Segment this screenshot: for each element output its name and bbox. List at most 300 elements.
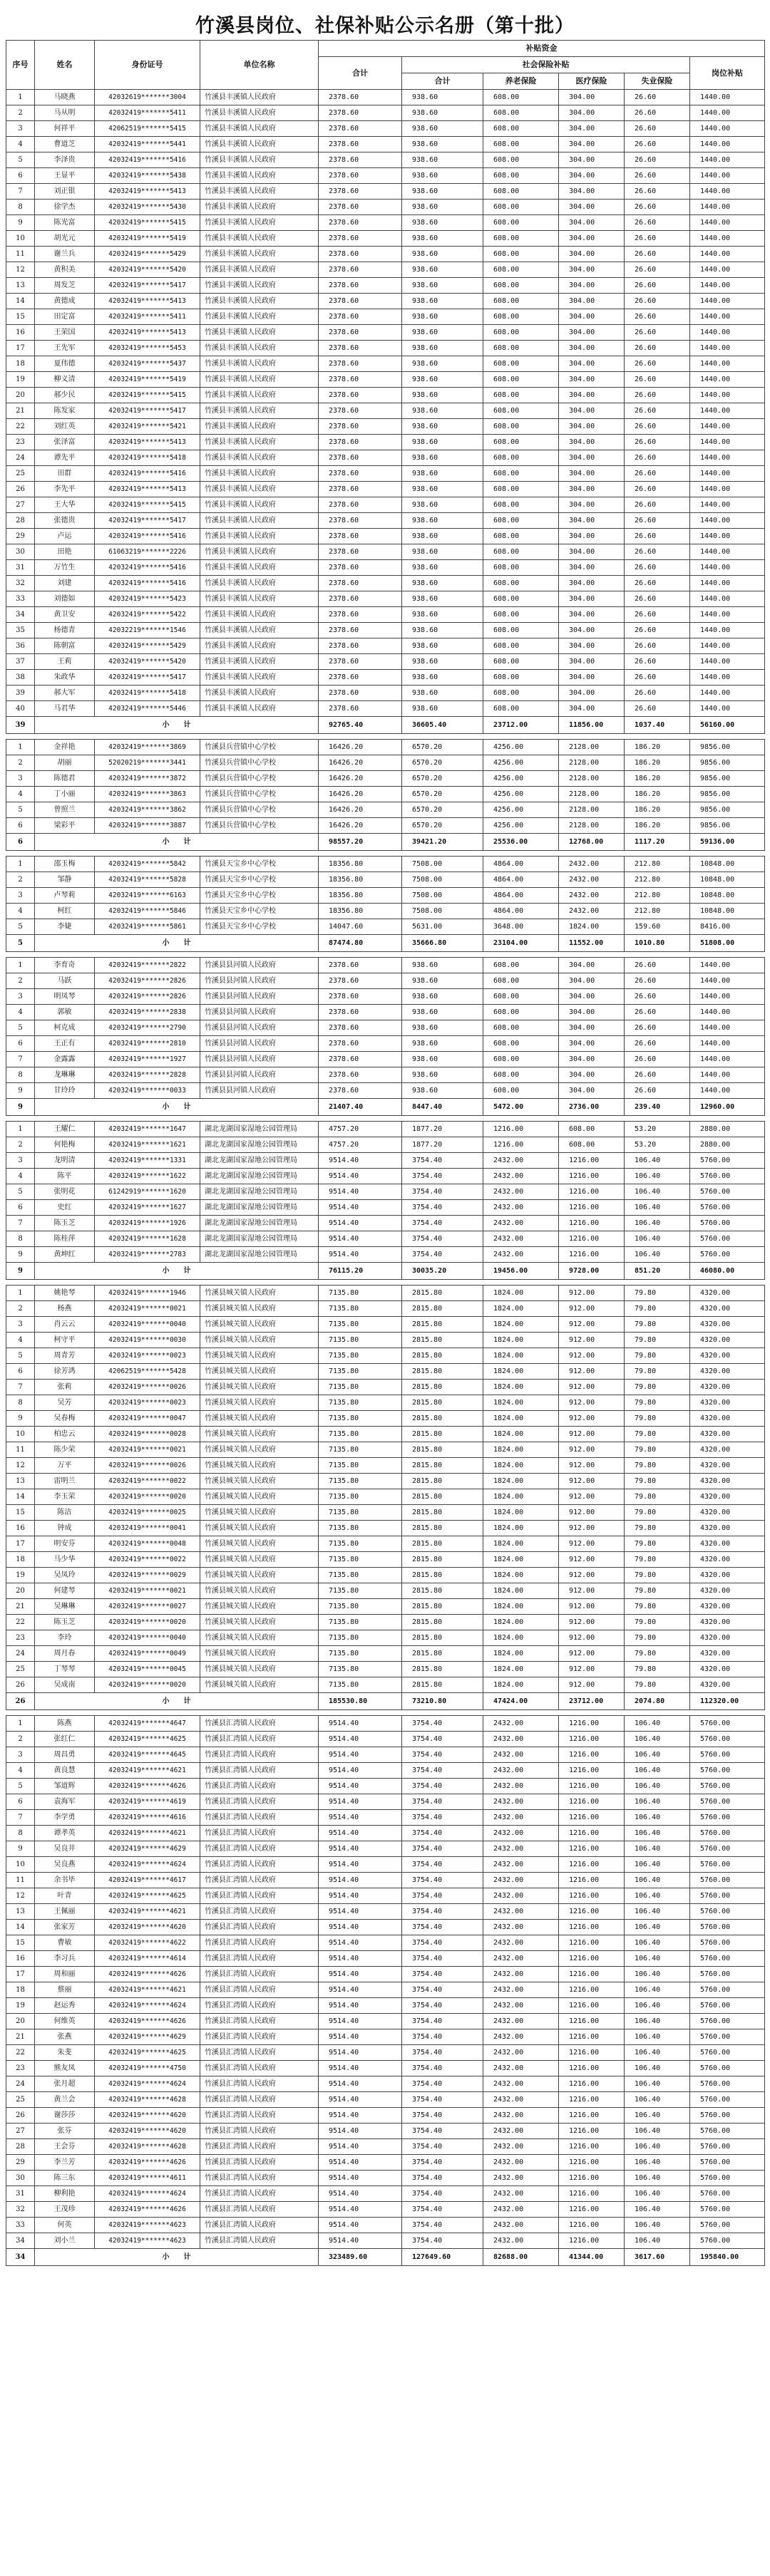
row-post: 4320.00 [690, 1395, 765, 1411]
row-total: 2378.60 [319, 325, 402, 341]
row-unit: 竹溪县汇湾镇人民政府 [200, 2218, 319, 2233]
table-row [6, 278, 765, 294]
row-social-total: 2815.80 [402, 1364, 483, 1380]
row-post: 1440.00 [690, 278, 765, 294]
subsidy-table [6, 40, 765, 2266]
row-unit: 竹溪县汇湾镇人民政府 [200, 1716, 319, 1732]
row-pension: 608.00 [483, 90, 559, 105]
row-unemployment: 106.40 [625, 1794, 690, 1810]
row-pension: 1824.00 [483, 1333, 559, 1348]
row-social-total: 3754.40 [402, 1716, 483, 1732]
row-unit: 竹溪县汇湾镇人民政府 [200, 2029, 319, 2045]
row-pension: 4864.00 [483, 872, 559, 888]
table-row [6, 740, 765, 755]
subtotal-post: 59136.00 [690, 834, 765, 851]
table-row [6, 1247, 765, 1263]
row-total: 7135.80 [319, 1286, 402, 1301]
table-row [6, 90, 765, 105]
row-seq: 13 [6, 278, 35, 294]
subtotal-row [6, 717, 765, 734]
row-social-total: 938.60 [402, 435, 483, 450]
row-total: 9514.40 [319, 1810, 402, 1826]
row-social-total: 3754.40 [402, 1920, 483, 1935]
row-unit: 竹溪县兵营镇中心学校 [200, 740, 319, 755]
row-unemployment: 212.80 [625, 904, 690, 919]
row-social-total: 3754.40 [402, 1810, 483, 1826]
row-seq: 9 [6, 1083, 35, 1099]
row-social-total: 3754.40 [402, 1794, 483, 1810]
row-social-total: 938.60 [402, 200, 483, 215]
row-social-total: 938.60 [402, 958, 483, 973]
row-total: 2378.60 [319, 341, 402, 356]
table-row [6, 818, 765, 834]
row-unemployment: 106.40 [625, 1873, 690, 1888]
row-social-total: 938.60 [402, 294, 483, 309]
row-pension: 1824.00 [483, 1286, 559, 1301]
row-name: 谭孝英 [35, 1826, 95, 1841]
row-name: 刘正银 [35, 184, 95, 200]
row-name: 王正有 [35, 1036, 95, 1052]
row-medical: 304.00 [559, 1067, 625, 1083]
row-post: 1440.00 [690, 701, 765, 717]
table-row [6, 1998, 765, 2014]
row-id: 42032419*******5846 [95, 904, 200, 919]
row-id: 42032419*******4624 [95, 2186, 200, 2202]
row-name: 田艳 [35, 544, 95, 560]
row-seq: 4 [6, 1333, 35, 1348]
row-pension: 608.00 [483, 1020, 559, 1036]
row-id: 42032419*******4625 [95, 1888, 200, 1904]
table-row [6, 1231, 765, 1247]
row-id: 42032419*******4620 [95, 2108, 200, 2124]
row-seq: 29 [6, 2155, 35, 2171]
row-unemployment: 106.40 [625, 1935, 690, 1951]
row-social-total: 938.60 [402, 670, 483, 686]
row-name: 邹静 [35, 872, 95, 888]
row-id: 42032419*******0020 [95, 1489, 200, 1505]
row-unit: 竹溪县县河镇人民政府 [200, 1083, 319, 1099]
group-separator [6, 952, 765, 958]
row-post: 1440.00 [690, 607, 765, 623]
row-total: 7135.80 [319, 1427, 402, 1442]
row-seq: 13 [6, 1474, 35, 1489]
row-post: 5760.00 [690, 1732, 765, 1747]
row-post: 1440.00 [690, 973, 765, 989]
row-post: 5760.00 [690, 1184, 765, 1200]
row-total: 16426.20 [319, 802, 402, 818]
row-medical: 304.00 [559, 231, 625, 247]
row-seq: 30 [6, 2171, 35, 2186]
row-medical: 304.00 [559, 200, 625, 215]
row-unemployment: 79.80 [625, 1380, 690, 1395]
table-row [6, 1904, 765, 1920]
row-name: 王佩丽 [35, 1904, 95, 1920]
row-unemployment: 106.40 [625, 1247, 690, 1263]
row-name: 李学勇 [35, 1810, 95, 1826]
row-seq: 14 [6, 1920, 35, 1935]
row-social-total: 7508.00 [402, 857, 483, 872]
row-unit: 竹溪县丰溪镇人民政府 [200, 529, 319, 544]
row-unit: 竹溪县汇湾镇人民政府 [200, 1732, 319, 1747]
row-id: 42032419*******5423 [95, 591, 200, 607]
row-post: 9856.00 [690, 818, 765, 834]
row-unit: 竹溪县县河镇人民政府 [200, 1052, 319, 1067]
subtotal-medical: 9728.00 [559, 1263, 625, 1280]
row-post: 5760.00 [690, 1841, 765, 1857]
row-unemployment: 26.60 [625, 686, 690, 701]
row-unit: 竹溪县汇湾镇人民政府 [200, 2014, 319, 2029]
subtotal-pension: 25536.00 [483, 834, 559, 851]
row-seq: 1 [6, 857, 35, 872]
row-unit: 竹溪县城关镇人民政府 [200, 1505, 319, 1521]
row-total: 2378.60 [319, 262, 402, 278]
row-post: 4320.00 [690, 1599, 765, 1615]
row-unit: 竹溪县汇湾镇人民政府 [200, 1951, 319, 1967]
row-unemployment: 79.80 [625, 1286, 690, 1301]
row-unemployment: 26.60 [625, 1052, 690, 1067]
row-post: 5760.00 [690, 2124, 765, 2139]
row-name: 吴良燕 [35, 1857, 95, 1873]
row-social-total: 2815.80 [402, 1583, 483, 1599]
table-row [6, 1474, 765, 1489]
row-id: 42032419*******1647 [95, 1122, 200, 1137]
row-unemployment: 26.60 [625, 341, 690, 356]
row-social-total: 2815.80 [402, 1427, 483, 1442]
row-id: 42032419*******5418 [95, 686, 200, 701]
row-unemployment: 186.20 [625, 802, 690, 818]
row-total: 9514.40 [319, 1763, 402, 1779]
subtotal-total: 76115.20 [319, 1263, 402, 1280]
row-post: 1440.00 [690, 372, 765, 388]
row-medical: 304.00 [559, 247, 625, 262]
row-social-total: 7508.00 [402, 888, 483, 904]
row-seq: 16 [6, 325, 35, 341]
row-pension: 4864.00 [483, 888, 559, 904]
subtotal-unemployment: 2074.80 [625, 1693, 690, 1710]
table-row [6, 1732, 765, 1747]
row-pension: 2432.00 [483, 1716, 559, 1732]
table-row [6, 701, 765, 717]
row-name: 张明花 [35, 1184, 95, 1200]
row-social-total: 938.60 [402, 450, 483, 466]
row-total: 2378.60 [319, 105, 402, 121]
table-row [6, 1216, 765, 1231]
row-id: 42032419*******4624 [95, 1998, 200, 2014]
row-medical: 1216.00 [559, 1826, 625, 1841]
row-unit: 竹溪县汇湾镇人民政府 [200, 2061, 319, 2076]
row-unemployment: 106.40 [625, 1888, 690, 1904]
row-pension: 2432.00 [483, 1920, 559, 1935]
row-post: 1440.00 [690, 105, 765, 121]
row-name: 王耀仁 [35, 1122, 95, 1137]
row-post: 4320.00 [690, 1583, 765, 1599]
row-post: 1440.00 [690, 591, 765, 607]
row-name: 万竹生 [35, 560, 95, 576]
row-name: 黄积美 [35, 262, 95, 278]
row-name: 袁海军 [35, 1794, 95, 1810]
row-name: 王莉 [35, 654, 95, 670]
row-id: 42032419*******5418 [95, 450, 200, 466]
row-id: 42032419*******1331 [95, 1153, 200, 1169]
table-row [6, 2045, 765, 2061]
table-row [6, 2014, 765, 2029]
row-pension: 1216.00 [483, 1122, 559, 1137]
row-post: 1440.00 [690, 294, 765, 309]
row-medical: 912.00 [559, 1474, 625, 1489]
row-post: 5760.00 [690, 1779, 765, 1794]
table-row [6, 1779, 765, 1794]
row-unemployment: 79.80 [625, 1333, 690, 1348]
row-medical: 304.00 [559, 654, 625, 670]
row-seq: 1 [6, 1122, 35, 1137]
row-social-total: 7508.00 [402, 872, 483, 888]
row-name: 丁琴琴 [35, 1662, 95, 1677]
row-seq: 17 [6, 1536, 35, 1552]
row-medical: 304.00 [559, 90, 625, 105]
row-id: 42032419*******5429 [95, 638, 200, 654]
row-id: 42032419*******2822 [95, 958, 200, 973]
row-medical: 1216.00 [559, 1982, 625, 1998]
subtotal-post: 112320.00 [690, 1693, 765, 1710]
row-seq: 24 [6, 2076, 35, 2092]
row-unit: 竹溪县城关镇人民政府 [200, 1552, 319, 1568]
row-total: 9514.40 [319, 1747, 402, 1763]
header-total: 合计 [319, 57, 402, 90]
row-pension: 2432.00 [483, 2171, 559, 2186]
row-social-total: 3754.40 [402, 1998, 483, 2014]
table-row [6, 888, 765, 904]
row-unit: 竹溪县天宝乡中心学校 [200, 904, 319, 919]
row-total: 7135.80 [319, 1489, 402, 1505]
row-seq: 28 [6, 513, 35, 529]
row-medical: 1216.00 [559, 2045, 625, 2061]
row-social-total: 2815.80 [402, 1630, 483, 1646]
table-row [6, 1599, 765, 1615]
row-total: 2378.60 [319, 294, 402, 309]
table-row [6, 1005, 765, 1020]
row-total: 9514.40 [319, 2202, 402, 2218]
row-name: 张芬 [35, 2124, 95, 2139]
row-post: 5760.00 [690, 2233, 765, 2249]
row-unit: 竹溪县丰溪镇人民政府 [200, 168, 319, 184]
row-total: 7135.80 [319, 1583, 402, 1599]
subtotal-medical: 41344.00 [559, 2249, 625, 2266]
row-unemployment: 106.40 [625, 2171, 690, 2186]
row-post: 5760.00 [690, 2076, 765, 2092]
row-id: 42032419*******5413 [95, 435, 200, 450]
row-seq: 35 [6, 623, 35, 638]
row-id: 42032419*******5417 [95, 403, 200, 419]
table-row [6, 802, 765, 818]
subtotal-unemployment: 1010.80 [625, 935, 690, 952]
row-medical: 304.00 [559, 958, 625, 973]
row-id: 42032419*******5416 [95, 466, 200, 482]
row-seq: 14 [6, 294, 35, 309]
row-seq: 16 [6, 1521, 35, 1536]
row-medical: 608.00 [559, 1137, 625, 1153]
table-row [6, 1395, 765, 1411]
row-pension: 2432.00 [483, 1732, 559, 1747]
table-row [6, 1873, 765, 1888]
subtotal-count: 6 [6, 834, 35, 851]
row-total: 9514.40 [319, 2092, 402, 2108]
row-medical: 2128.00 [559, 755, 625, 771]
table-row [6, 560, 765, 576]
row-pension: 2432.00 [483, 1153, 559, 1169]
row-post: 9856.00 [690, 771, 765, 787]
table-row [6, 1364, 765, 1380]
row-social-total: 938.60 [402, 262, 483, 278]
subtotal-medical: 11856.00 [559, 717, 625, 734]
row-medical: 912.00 [559, 1677, 625, 1693]
row-unit: 竹溪县兵营镇中心学校 [200, 802, 319, 818]
row-name: 张燕 [35, 2029, 95, 2045]
row-unit: 竹溪县汇湾镇人民政府 [200, 1904, 319, 1920]
row-id: 42032419*******4623 [95, 2218, 200, 2233]
table-row [6, 857, 765, 872]
table-row [6, 529, 765, 544]
row-social-total: 2815.80 [402, 1442, 483, 1458]
row-unit: 竹溪县汇湾镇人民政府 [200, 1794, 319, 1810]
row-social-total: 938.60 [402, 686, 483, 701]
row-post: 1440.00 [690, 325, 765, 341]
header-unit: 单位名称 [200, 41, 319, 90]
row-name: 胡光元 [35, 231, 95, 247]
row-unit: 竹溪县丰溪镇人民政府 [200, 654, 319, 670]
row-post: 1440.00 [690, 1005, 765, 1020]
row-seq: 19 [6, 1568, 35, 1583]
row-id: 42032419*******5446 [95, 701, 200, 717]
row-unit: 竹溪县丰溪镇人民政府 [200, 670, 319, 686]
row-id: 42032419*******2783 [95, 1247, 200, 1263]
row-medical: 1216.00 [559, 1857, 625, 1873]
row-seq: 32 [6, 576, 35, 591]
row-id: 42032419*******5417 [95, 513, 200, 529]
row-post: 4320.00 [690, 1411, 765, 1427]
row-unemployment: 26.60 [625, 105, 690, 121]
row-medical: 304.00 [559, 309, 625, 325]
row-pension: 2432.00 [483, 1935, 559, 1951]
row-social-total: 2815.80 [402, 1458, 483, 1474]
subtotal-social-total: 30035.20 [402, 1263, 483, 1280]
row-post: 1440.00 [690, 152, 765, 168]
row-pension: 1824.00 [483, 1317, 559, 1333]
table-row [6, 1967, 765, 1982]
row-seq: 15 [6, 1505, 35, 1521]
table-row [6, 200, 765, 215]
row-name: 陈朝富 [35, 638, 95, 654]
row-medical: 1216.00 [559, 2233, 625, 2249]
row-post: 5760.00 [690, 1716, 765, 1732]
row-pension: 1824.00 [483, 1301, 559, 1317]
row-unit: 竹溪县城关镇人民政府 [200, 1630, 319, 1646]
table-row [6, 1348, 765, 1364]
row-social-total: 938.60 [402, 576, 483, 591]
row-seq: 9 [6, 1247, 35, 1263]
row-pension: 608.00 [483, 356, 559, 372]
row-name: 张红仁 [35, 1732, 95, 1747]
row-social-total: 3754.40 [402, 1747, 483, 1763]
row-seq: 1 [6, 958, 35, 973]
row-medical: 304.00 [559, 105, 625, 121]
row-name: 陈德君 [35, 771, 95, 787]
row-unit: 湖北龙湖国家湿地公园管理局 [200, 1184, 319, 1200]
row-pension: 2432.00 [483, 1747, 559, 1763]
row-seq: 27 [6, 2124, 35, 2139]
row-unit: 竹溪县汇湾镇人民政府 [200, 2139, 319, 2155]
row-pension: 608.00 [483, 686, 559, 701]
row-name: 王大华 [35, 497, 95, 513]
row-name: 李泽贵 [35, 152, 95, 168]
table-row [6, 1286, 765, 1301]
row-name: 甘玲玲 [35, 1083, 95, 1099]
row-medical: 1216.00 [559, 2218, 625, 2233]
row-pension: 2432.00 [483, 2092, 559, 2108]
row-unemployment: 79.80 [625, 1505, 690, 1521]
row-unemployment: 106.40 [625, 1826, 690, 1841]
row-unit: 竹溪县丰溪镇人民政府 [200, 231, 319, 247]
row-id: 42032419*******0022 [95, 1552, 200, 1568]
row-id: 42032419*******0023 [95, 1395, 200, 1411]
row-total: 7135.80 [319, 1317, 402, 1333]
row-unit: 竹溪县城关镇人民政府 [200, 1348, 319, 1364]
row-pension: 2432.00 [483, 2061, 559, 2076]
table-row [6, 497, 765, 513]
row-social-total: 2815.80 [402, 1286, 483, 1301]
row-name: 龙琳琳 [35, 1067, 95, 1083]
header-medical: 医疗保险 [559, 73, 625, 90]
row-post: 5760.00 [690, 1998, 765, 2014]
row-unemployment: 26.60 [625, 372, 690, 388]
row-id: 42032419*******3862 [95, 802, 200, 818]
row-total: 2378.60 [319, 121, 402, 137]
row-unemployment: 79.80 [625, 1568, 690, 1583]
row-unemployment: 26.60 [625, 1020, 690, 1036]
row-unemployment: 106.40 [625, 1982, 690, 1998]
row-seq: 11 [6, 1442, 35, 1458]
row-medical: 304.00 [559, 482, 625, 497]
row-total: 7135.80 [319, 1536, 402, 1552]
row-id: 42032419*******4625 [95, 2045, 200, 2061]
subtotal-label: 小 计 [35, 1099, 319, 1116]
subtotal-medical: 11552.00 [559, 935, 625, 952]
row-medical: 1216.00 [559, 2108, 625, 2124]
row-id: 42032419*******4628 [95, 2092, 200, 2108]
row-medical: 912.00 [559, 1380, 625, 1395]
row-seq: 25 [6, 2092, 35, 2108]
subtotal-count: 34 [6, 2249, 35, 2266]
row-seq: 34 [6, 2233, 35, 2249]
table-row [6, 654, 765, 670]
row-unemployment: 106.40 [625, 2014, 690, 2029]
row-post: 1440.00 [690, 670, 765, 686]
row-unemployment: 79.80 [625, 1301, 690, 1317]
row-pension: 608.00 [483, 168, 559, 184]
row-seq: 38 [6, 670, 35, 686]
row-seq: 1 [6, 740, 35, 755]
row-medical: 304.00 [559, 1005, 625, 1020]
row-id: 42032419*******4619 [95, 1794, 200, 1810]
row-name: 周和丽 [35, 1967, 95, 1982]
row-unit: 竹溪县城关镇人民政府 [200, 1411, 319, 1427]
row-name: 张家芳 [35, 1920, 95, 1935]
row-post: 5760.00 [690, 1967, 765, 1982]
row-unit: 竹溪县汇湾镇人民政府 [200, 1888, 319, 1904]
row-id: 42032419*******5416 [95, 576, 200, 591]
row-post: 5760.00 [690, 2171, 765, 2186]
row-social-total: 938.60 [402, 309, 483, 325]
row-pension: 2432.00 [483, 1184, 559, 1200]
